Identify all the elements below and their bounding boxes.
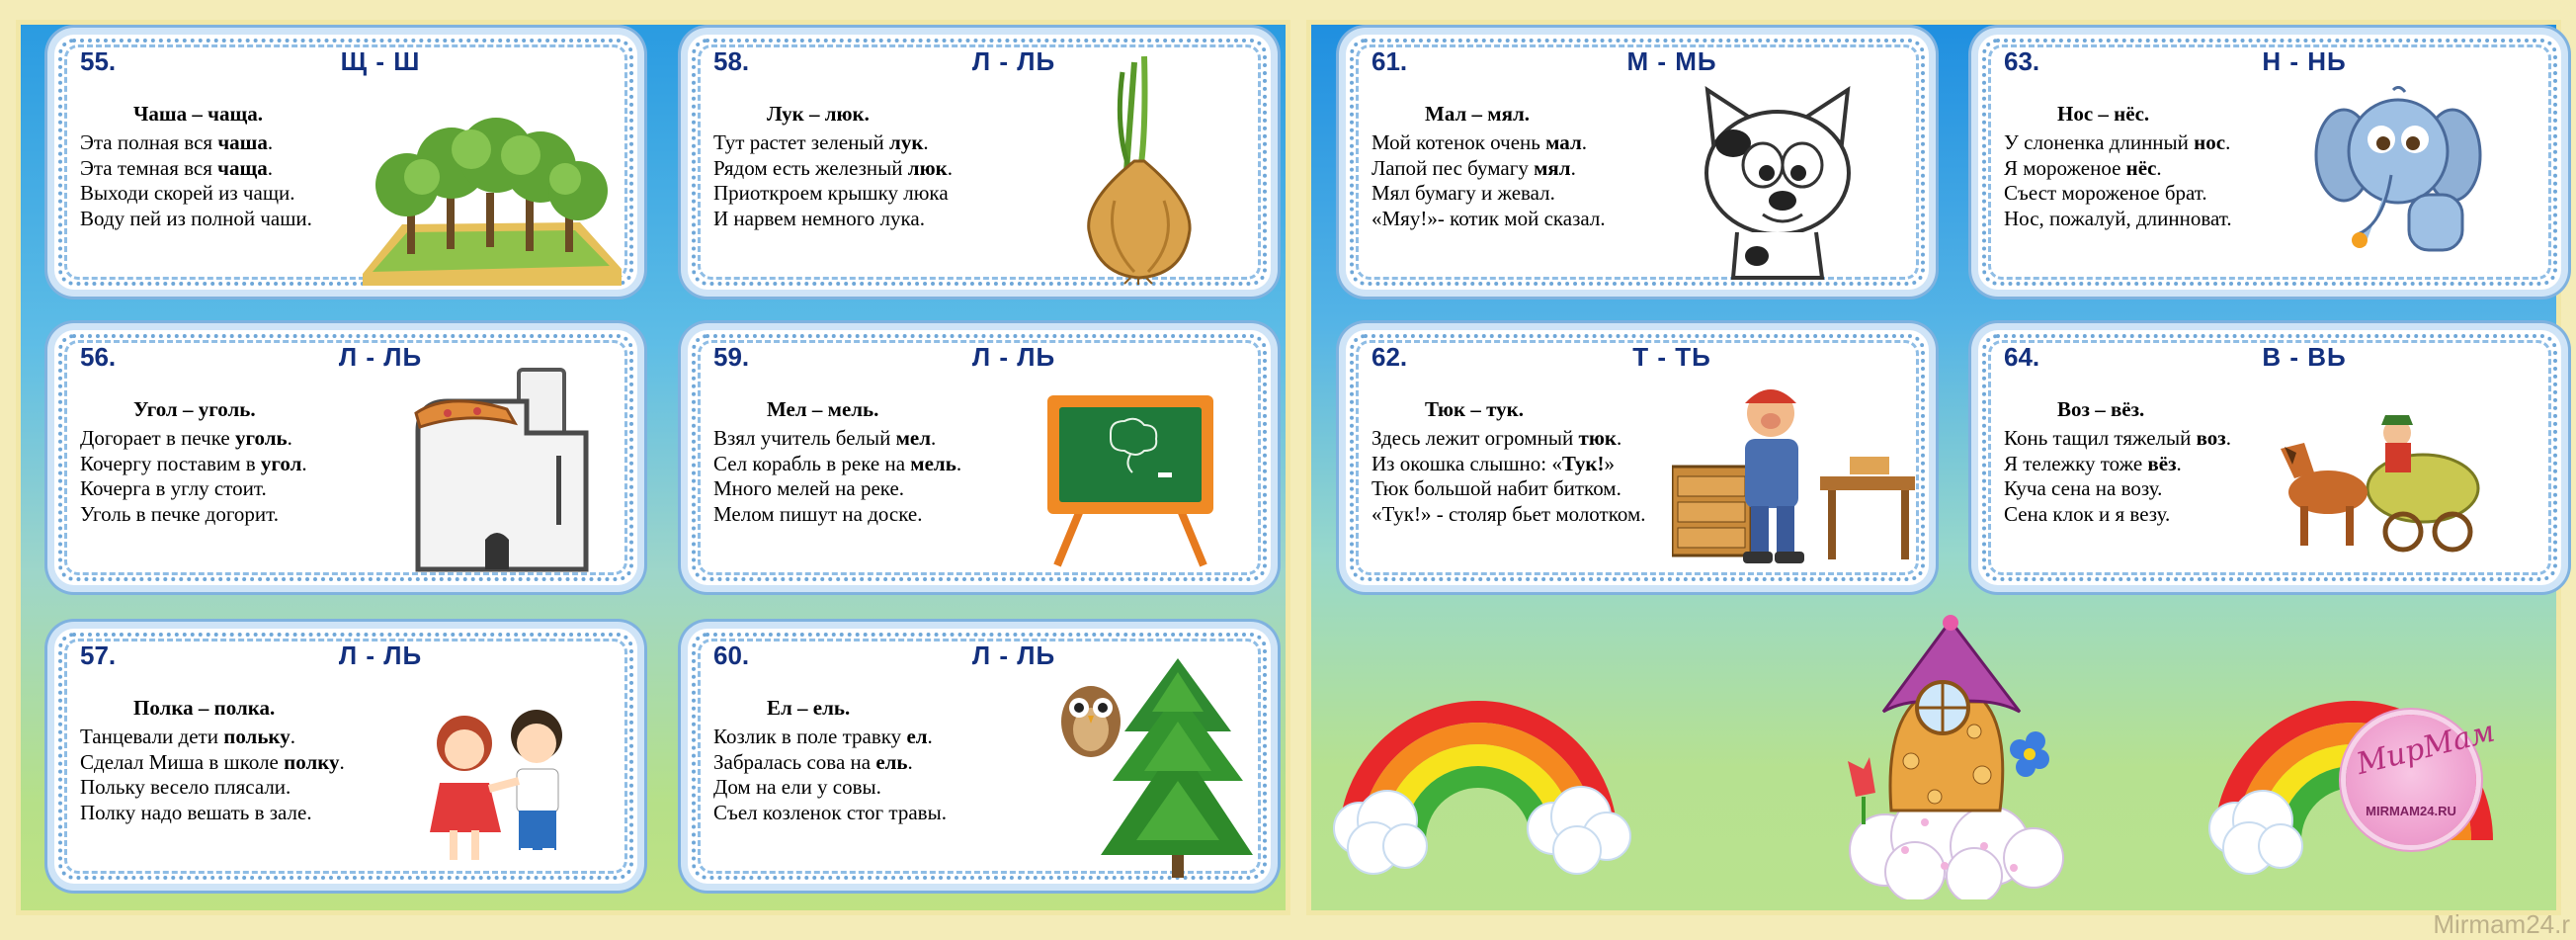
poem-line-tail: . bbox=[947, 155, 953, 180]
poem-line bbox=[80, 426, 307, 452]
poem-line-tail: . bbox=[907, 749, 913, 774]
poem-line-text: Я мороженое bbox=[2004, 155, 2126, 180]
cartoon-cat-picture bbox=[1694, 84, 1862, 282]
poem-line bbox=[713, 452, 961, 477]
poem-line bbox=[2004, 181, 2232, 207]
card-55 bbox=[54, 35, 637, 290]
poem-line bbox=[1371, 207, 1606, 232]
poem-line bbox=[713, 775, 947, 801]
poem-line-keyword: полку bbox=[284, 749, 340, 774]
card-poem bbox=[2004, 426, 2231, 527]
poem-line bbox=[2004, 502, 2231, 528]
poem-line-text: Конь тащил тяжелый bbox=[2004, 426, 2197, 450]
poem-line-text: Сел корабль в реке на bbox=[713, 451, 911, 475]
poem-line-text: Съел козленок стог травы. bbox=[713, 800, 947, 824]
poem-line bbox=[1371, 130, 1606, 156]
card-61 bbox=[1346, 35, 1929, 290]
poem-line-keyword: мель bbox=[910, 451, 956, 475]
poem-line-tail: . bbox=[931, 426, 937, 450]
poem-line-keyword: мал bbox=[1545, 130, 1582, 154]
poem-line-text: Взял учитель белый bbox=[713, 426, 896, 450]
poem-line-keyword: вёз bbox=[2147, 451, 2177, 475]
poem-line-tail: . bbox=[287, 426, 292, 450]
card-sounds: Л - ЛЬ bbox=[971, 641, 1056, 670]
poem-line bbox=[1371, 426, 1645, 452]
poem-line bbox=[713, 156, 953, 182]
poem-line-text: Сена клок и я везу. bbox=[2004, 501, 2171, 526]
card-sounds: Н - НЬ bbox=[2262, 46, 2347, 76]
card-58 bbox=[688, 35, 1271, 290]
poem-line-tail: . bbox=[1581, 130, 1587, 154]
poem-line bbox=[2004, 156, 2232, 182]
poem-line-keyword: мял bbox=[1534, 155, 1571, 180]
dancing-kids-picture bbox=[410, 704, 598, 872]
card-number: 57. bbox=[80, 641, 117, 670]
card-57 bbox=[54, 629, 637, 884]
poem-line-tail: . bbox=[923, 130, 929, 154]
poem-line-text: Приоткроем крышку люка bbox=[713, 181, 949, 205]
poem-line-text: У слоненка длинный bbox=[2004, 130, 2195, 154]
poem-line-keyword: нёс bbox=[2125, 155, 2157, 180]
poem-line bbox=[2004, 476, 2231, 502]
poem-line-text: Польку весело плясали. bbox=[80, 775, 291, 799]
card-56 bbox=[54, 330, 637, 585]
poem-line-tail: . bbox=[956, 451, 962, 475]
poem-line-text: Забралась сова на bbox=[713, 749, 876, 774]
card-sounds: М - МЬ bbox=[1626, 46, 1717, 76]
poem-line bbox=[713, 801, 947, 826]
poem-line-text: Эта темная вся bbox=[80, 155, 218, 180]
poem-line-tail: . bbox=[339, 749, 345, 774]
card-poem bbox=[1371, 130, 1606, 231]
card-number: 63. bbox=[2004, 46, 2040, 76]
poem-line bbox=[80, 452, 307, 477]
carpenter-picture bbox=[1672, 378, 1919, 575]
horse-cart-picture bbox=[2275, 409, 2482, 557]
poem-line-keyword: уголь bbox=[235, 426, 288, 450]
card-word-pair: Ел – ель. bbox=[767, 696, 851, 720]
card-number: 55. bbox=[80, 46, 117, 76]
poem-line-tail: . bbox=[267, 155, 273, 180]
poem-line bbox=[713, 426, 961, 452]
poem-line-text: Воду пей из полной чаши. bbox=[80, 206, 312, 230]
trees-picture bbox=[363, 106, 622, 286]
poem-line bbox=[1371, 502, 1645, 528]
rainbow-left-picture bbox=[1320, 642, 1636, 880]
card-number: 61. bbox=[1371, 46, 1408, 76]
poem-line bbox=[2004, 130, 2232, 156]
poem-line-tail: . bbox=[301, 451, 307, 475]
poem-line-text: Кочерга в углу стоит. bbox=[80, 476, 267, 500]
poem-line bbox=[80, 130, 312, 156]
poem-line-keyword: мел bbox=[895, 426, 932, 450]
poem-line-tail: . bbox=[2225, 130, 2231, 154]
poem-line-text: И нарвем немного лука. bbox=[713, 206, 925, 230]
logo-text: MIRMAM24.RU bbox=[2366, 804, 2456, 818]
poem-line bbox=[713, 725, 947, 750]
poem-line bbox=[1371, 476, 1645, 502]
poem-line bbox=[713, 181, 953, 207]
card-sounds: Л - ЛЬ bbox=[338, 342, 423, 372]
poem-line-tail: . bbox=[290, 725, 295, 748]
card-word-pair: Лук – люк. bbox=[767, 102, 870, 126]
poem-line bbox=[713, 502, 961, 528]
card-poem bbox=[713, 725, 947, 825]
poem-line bbox=[80, 750, 345, 776]
card-64 bbox=[1978, 330, 2561, 585]
poem-line-tail: . bbox=[2156, 155, 2162, 180]
poem-line-text: Лапой пес бумагу bbox=[1371, 155, 1535, 180]
poem-line bbox=[80, 156, 312, 182]
card-sounds: Л - ЛЬ bbox=[971, 46, 1056, 76]
card-poem bbox=[1371, 426, 1645, 527]
card-number: 58. bbox=[713, 46, 750, 76]
poem-line-text: Здесь лежит огромный bbox=[1371, 426, 1579, 450]
card-word-pair: Тюк – тук. bbox=[1425, 397, 1524, 421]
poem-line bbox=[2004, 207, 2232, 232]
card-sounds: Л - ЛЬ bbox=[338, 641, 423, 670]
card-sounds: Т - ТЬ bbox=[1632, 342, 1711, 372]
site-logo bbox=[2346, 714, 2499, 845]
poem-line-keyword: воз bbox=[2196, 426, 2226, 450]
poem-line-text: Танцевали дети bbox=[80, 725, 224, 748]
poem-line bbox=[713, 207, 953, 232]
card-number: 56. bbox=[80, 342, 117, 372]
card-word-pair: Мал – мял. bbox=[1425, 102, 1530, 126]
card-number: 59. bbox=[713, 342, 750, 372]
poem-line-text: Тюк большой набит битком. bbox=[1371, 476, 1621, 500]
card-word-pair: Чаша – чаща. bbox=[133, 102, 263, 126]
card-poem bbox=[713, 130, 953, 231]
card-poem bbox=[80, 725, 345, 825]
poem-line-keyword: ел bbox=[906, 725, 928, 748]
poem-line bbox=[1371, 452, 1645, 477]
poem-line-text: Из окошка слышно: « bbox=[1371, 451, 1562, 475]
poem-line-text: Съест мороженое брат. bbox=[2004, 181, 2207, 205]
poem-line-text: Мой котенок очень bbox=[1371, 130, 1546, 154]
poem-line-keyword: нос bbox=[2194, 130, 2226, 154]
poem-line-keyword: ель bbox=[875, 749, 908, 774]
poem-line-text: Выходи скорей из чащи. bbox=[80, 181, 295, 205]
owl-and-fir-picture bbox=[1055, 652, 1253, 880]
poem-line-keyword: польку bbox=[223, 725, 291, 748]
poem-line-tail: » bbox=[1604, 451, 1615, 475]
poem-line-keyword: люк bbox=[907, 155, 948, 180]
poem-line-text: Уголь в печке догорит. bbox=[80, 501, 280, 526]
poem-line bbox=[80, 801, 345, 826]
poem-line-text: Догорает в печке bbox=[80, 426, 235, 450]
poem-line bbox=[80, 207, 312, 232]
poem-line-text: Кочергу поставим в bbox=[80, 451, 261, 475]
poem-line-tail: . bbox=[927, 725, 933, 748]
poem-line-text: Нос, пожалуй, длинноват. bbox=[2004, 206, 2232, 230]
poem-line-text: Тут растет зеленый bbox=[713, 130, 890, 154]
poem-line bbox=[713, 130, 953, 156]
poem-line bbox=[1371, 156, 1606, 182]
poem-line-text: Я тележку тоже bbox=[2004, 451, 2148, 475]
card-number: 62. bbox=[1371, 342, 1408, 372]
card-number: 64. bbox=[2004, 342, 2040, 372]
card-word-pair: Угол – уголь. bbox=[133, 397, 256, 421]
poem-line-keyword: чаща bbox=[217, 155, 268, 180]
poem-line-text: Мелом пишут на доске. bbox=[713, 501, 923, 526]
poem-line bbox=[80, 502, 307, 528]
card-poem bbox=[80, 130, 312, 231]
poem-line-text: Козлик в поле травку bbox=[713, 725, 907, 748]
poem-line bbox=[713, 750, 947, 776]
card-word-pair: Воз – вёз. bbox=[2057, 397, 2145, 421]
poem-line-tail: . bbox=[2225, 426, 2231, 450]
fairy-house-picture bbox=[1816, 613, 2093, 899]
logo-mark: МирМам bbox=[2353, 714, 2499, 783]
card-poem bbox=[2004, 130, 2232, 231]
elephant-picture bbox=[2314, 86, 2482, 264]
card-sounds: В - ВЬ bbox=[2262, 342, 2347, 372]
poem-line bbox=[80, 181, 312, 207]
chalkboard-picture bbox=[1041, 389, 1219, 567]
poem-line-keyword: чаша bbox=[217, 130, 268, 154]
poem-line-text: Куча сена на возу. bbox=[2004, 476, 2163, 500]
stove-picture bbox=[408, 362, 606, 579]
card-63 bbox=[1978, 35, 2561, 290]
poem-line-keyword: тюк bbox=[1578, 426, 1617, 450]
poem-line-text: «Мяу!»- котик мой сказал. bbox=[1371, 206, 1606, 230]
card-word-pair: Нос – нёс. bbox=[2057, 102, 2150, 126]
poem-line-text: Рядом есть железный bbox=[713, 155, 908, 180]
poem-line-text: Полку надо вешать в зале. bbox=[80, 800, 312, 824]
poem-line-tail: . bbox=[1616, 426, 1622, 450]
poem-line-tail: . bbox=[267, 130, 274, 154]
poem-line-keyword: Тук! bbox=[1561, 451, 1605, 475]
poem-line-text: Эта полная вся bbox=[80, 130, 218, 154]
poem-line bbox=[80, 775, 345, 801]
card-poem bbox=[713, 426, 961, 527]
poem-line-text: Много мелей на реке. bbox=[713, 476, 905, 500]
card-poem bbox=[80, 426, 307, 527]
poem-line bbox=[1371, 181, 1606, 207]
poem-line-text: Дом на ели у совы. bbox=[713, 775, 881, 799]
poem-line-keyword: угол bbox=[260, 451, 302, 475]
card-59 bbox=[688, 330, 1271, 585]
onion-picture bbox=[1075, 52, 1204, 285]
poem-line-text: Мял бумагу и жевал. bbox=[1371, 181, 1555, 205]
poem-line-keyword: лук bbox=[889, 130, 924, 154]
card-sounds: Щ - Ш bbox=[340, 46, 421, 76]
poem-line bbox=[80, 476, 307, 502]
poem-line-tail: . bbox=[1570, 155, 1576, 180]
poem-line bbox=[80, 725, 345, 750]
card-number: 60. bbox=[713, 641, 750, 670]
poem-line-text: Сделал Миша в школе bbox=[80, 749, 285, 774]
card-word-pair: Мел – мель. bbox=[767, 397, 879, 421]
poem-line-text: «Тук!» - столяр бьет молотком. bbox=[1371, 501, 1646, 526]
poem-line bbox=[2004, 426, 2231, 452]
card-62 bbox=[1346, 330, 1929, 585]
watermark: Mirmam24.r bbox=[2433, 909, 2570, 939]
poem-line bbox=[2004, 452, 2231, 477]
card-word-pair: Полка – полка. bbox=[133, 696, 276, 720]
card-60 bbox=[688, 629, 1271, 884]
poem-line bbox=[713, 476, 961, 502]
card-sounds: Л - ЛЬ bbox=[971, 342, 1056, 372]
poem-line-tail: . bbox=[2176, 451, 2182, 475]
